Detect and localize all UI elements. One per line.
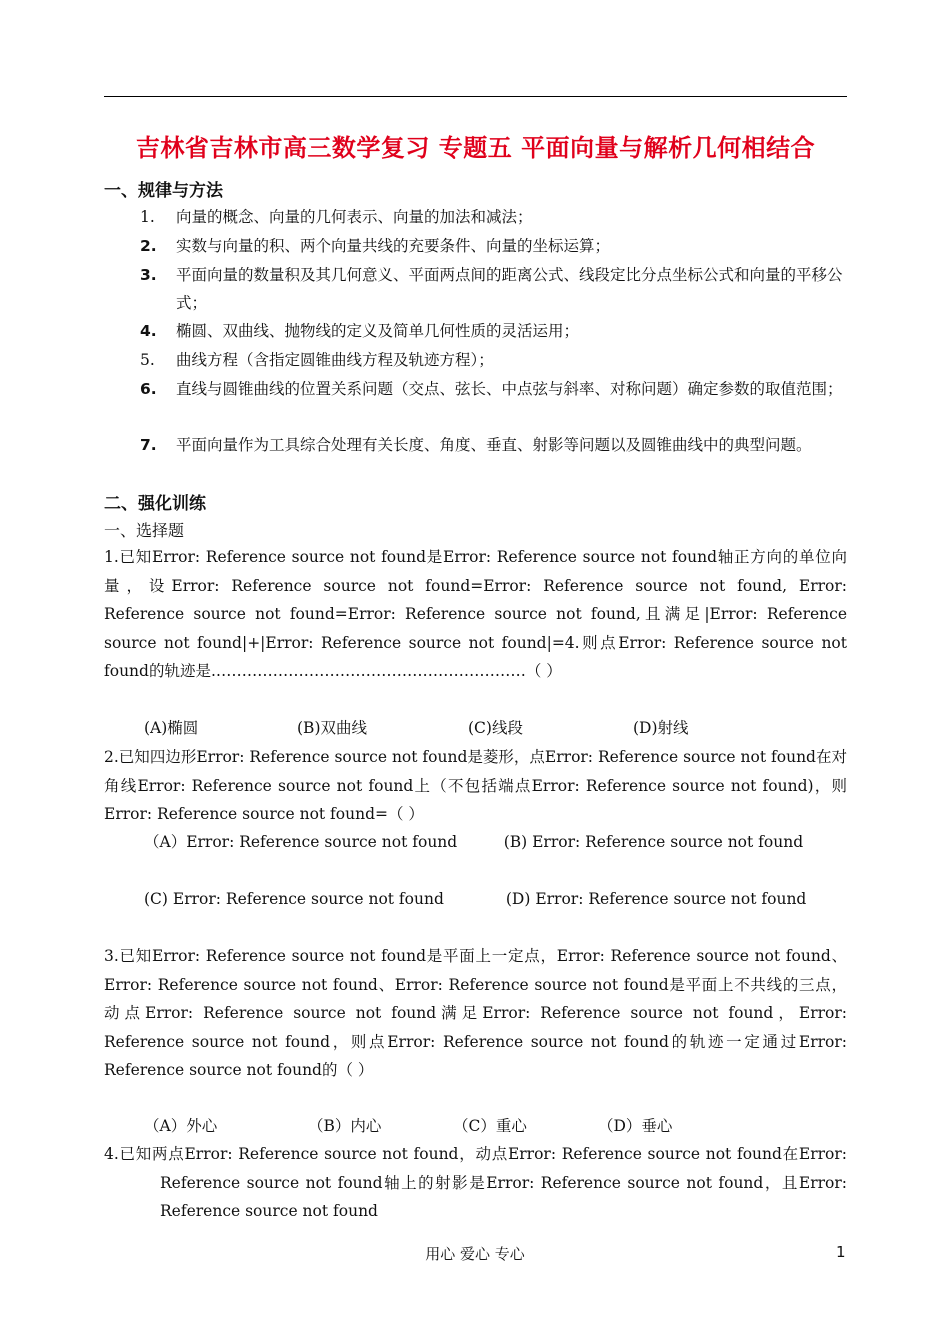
question-2-options-cd: (C) Error: Reference source not found (D) Error: Reference source not found [144, 890, 807, 908]
option-a: （A）外心 [144, 1117, 218, 1135]
rule-item-text: 平面向量的数量积及其几何意义、平面两点间的距离公式、线段定比分点坐标公式和向量的平移公式； [176, 266, 843, 312]
rule-item-text: 椭圆、双曲线、抛物线的定义及简单几何性质的灵活运用； [176, 322, 580, 340]
document-title: 吉林省吉林市高三数学复习 专题五 平面向量与解析几何相结合 [135, 134, 816, 162]
option-a: (A)椭圆 [144, 719, 199, 737]
rule-item-text: 直线与圆锥曲线的位置关系问题（交点、弦长、中点弦与斜率、对称问题）确定参数的取值范围； [176, 380, 843, 398]
rule-item-number: 1. [140, 208, 155, 226]
question-2-options-ab: （A）Error: Reference source not found (B) Error: Reference source not found [144, 833, 804, 851]
question-3: 3.已知Error: Reference source not found是平面上一定点，Error: Reference source not found、Error: Reference source not found、Error: Reference source not found是平面上不共线的三点，动点Error: Reference source not found满足Error: Reference source not found，Error: Reference source not found，则点Error: Reference source not found的轨迹一定通过Error: Reference source not found的（ ） [104, 947, 847, 1079]
rule-item [140, 232, 848, 260]
rule-item-text: 向量的概念、向量的几何表示、向量的加法和减法； [176, 208, 533, 226]
rule-item-number: 2. [140, 237, 157, 255]
rule-item-text: 平面向量作为工具综合处理有关长度、角度、垂直、射影等问题以及圆锥曲线中的典型问题。 [176, 436, 812, 454]
rule-item-number: 5. [140, 351, 155, 369]
option-d: （D）垂心 [598, 1117, 673, 1135]
option-b: (B)双曲线 [297, 719, 367, 737]
section2-subheading: 一、选择题 [104, 521, 185, 540]
option-c: （C）重心 [453, 1117, 527, 1135]
section1-heading: 一、规律与方法 [104, 181, 223, 201]
page-number: 1 [836, 1243, 846, 1261]
rule-item [140, 375, 848, 403]
question-2: 2.已知四边形Error: Reference source not found是菱形，点Error: Reference source not found在对角线Error: Reference source not found上（不包括端点Error: Reference source not found)，则Error: Reference source not found=（ ） [104, 748, 847, 823]
question-4: 4.已知两点Error: Reference source not found，动点Error: Reference source not found在Error: Reference source not found轴上的射影是Error: Reference source not found，且Error: Reference source not found [104, 1145, 847, 1220]
rule-item-text: 曲线方程（含指定圆锥曲线方程及轨迹方程）； [176, 351, 494, 369]
header-rule [104, 96, 847, 97]
section2-heading: 二、强化训练 [104, 494, 206, 514]
page-footer: 用心 爱心 专心 [425, 1245, 525, 1263]
rule-item [140, 346, 848, 374]
option-d: (D)射线 [633, 719, 689, 737]
rule-item-number: 6. [140, 380, 157, 398]
option-b: （B）内心 [308, 1117, 382, 1135]
rule-item-number: 7. [140, 436, 157, 454]
rule-item [140, 261, 848, 317]
rule-item-number: 3. [140, 266, 157, 284]
rule-item-number: 4. [140, 322, 157, 340]
rule-item [140, 431, 848, 459]
question-1: 1.已知Error: Reference source not found是Error: Reference source not found轴正方向的单位向量，设Error: Reference source not found=Error: Reference source not found, Error: Reference source not found=Error: Reference source not found,且满足|Error: Reference source not found|+|Error: Reference source not found|=4.则点Error: Reference source not found的轨迹是.……………………………………………………（ ） [104, 548, 847, 680]
rule-item [140, 317, 848, 345]
rule-item-text: 实数与向量的积、两个向量共线的充要条件、向量的坐标运算； [176, 237, 611, 255]
rule-item [140, 203, 848, 231]
option-c: (C)线段 [468, 719, 523, 737]
